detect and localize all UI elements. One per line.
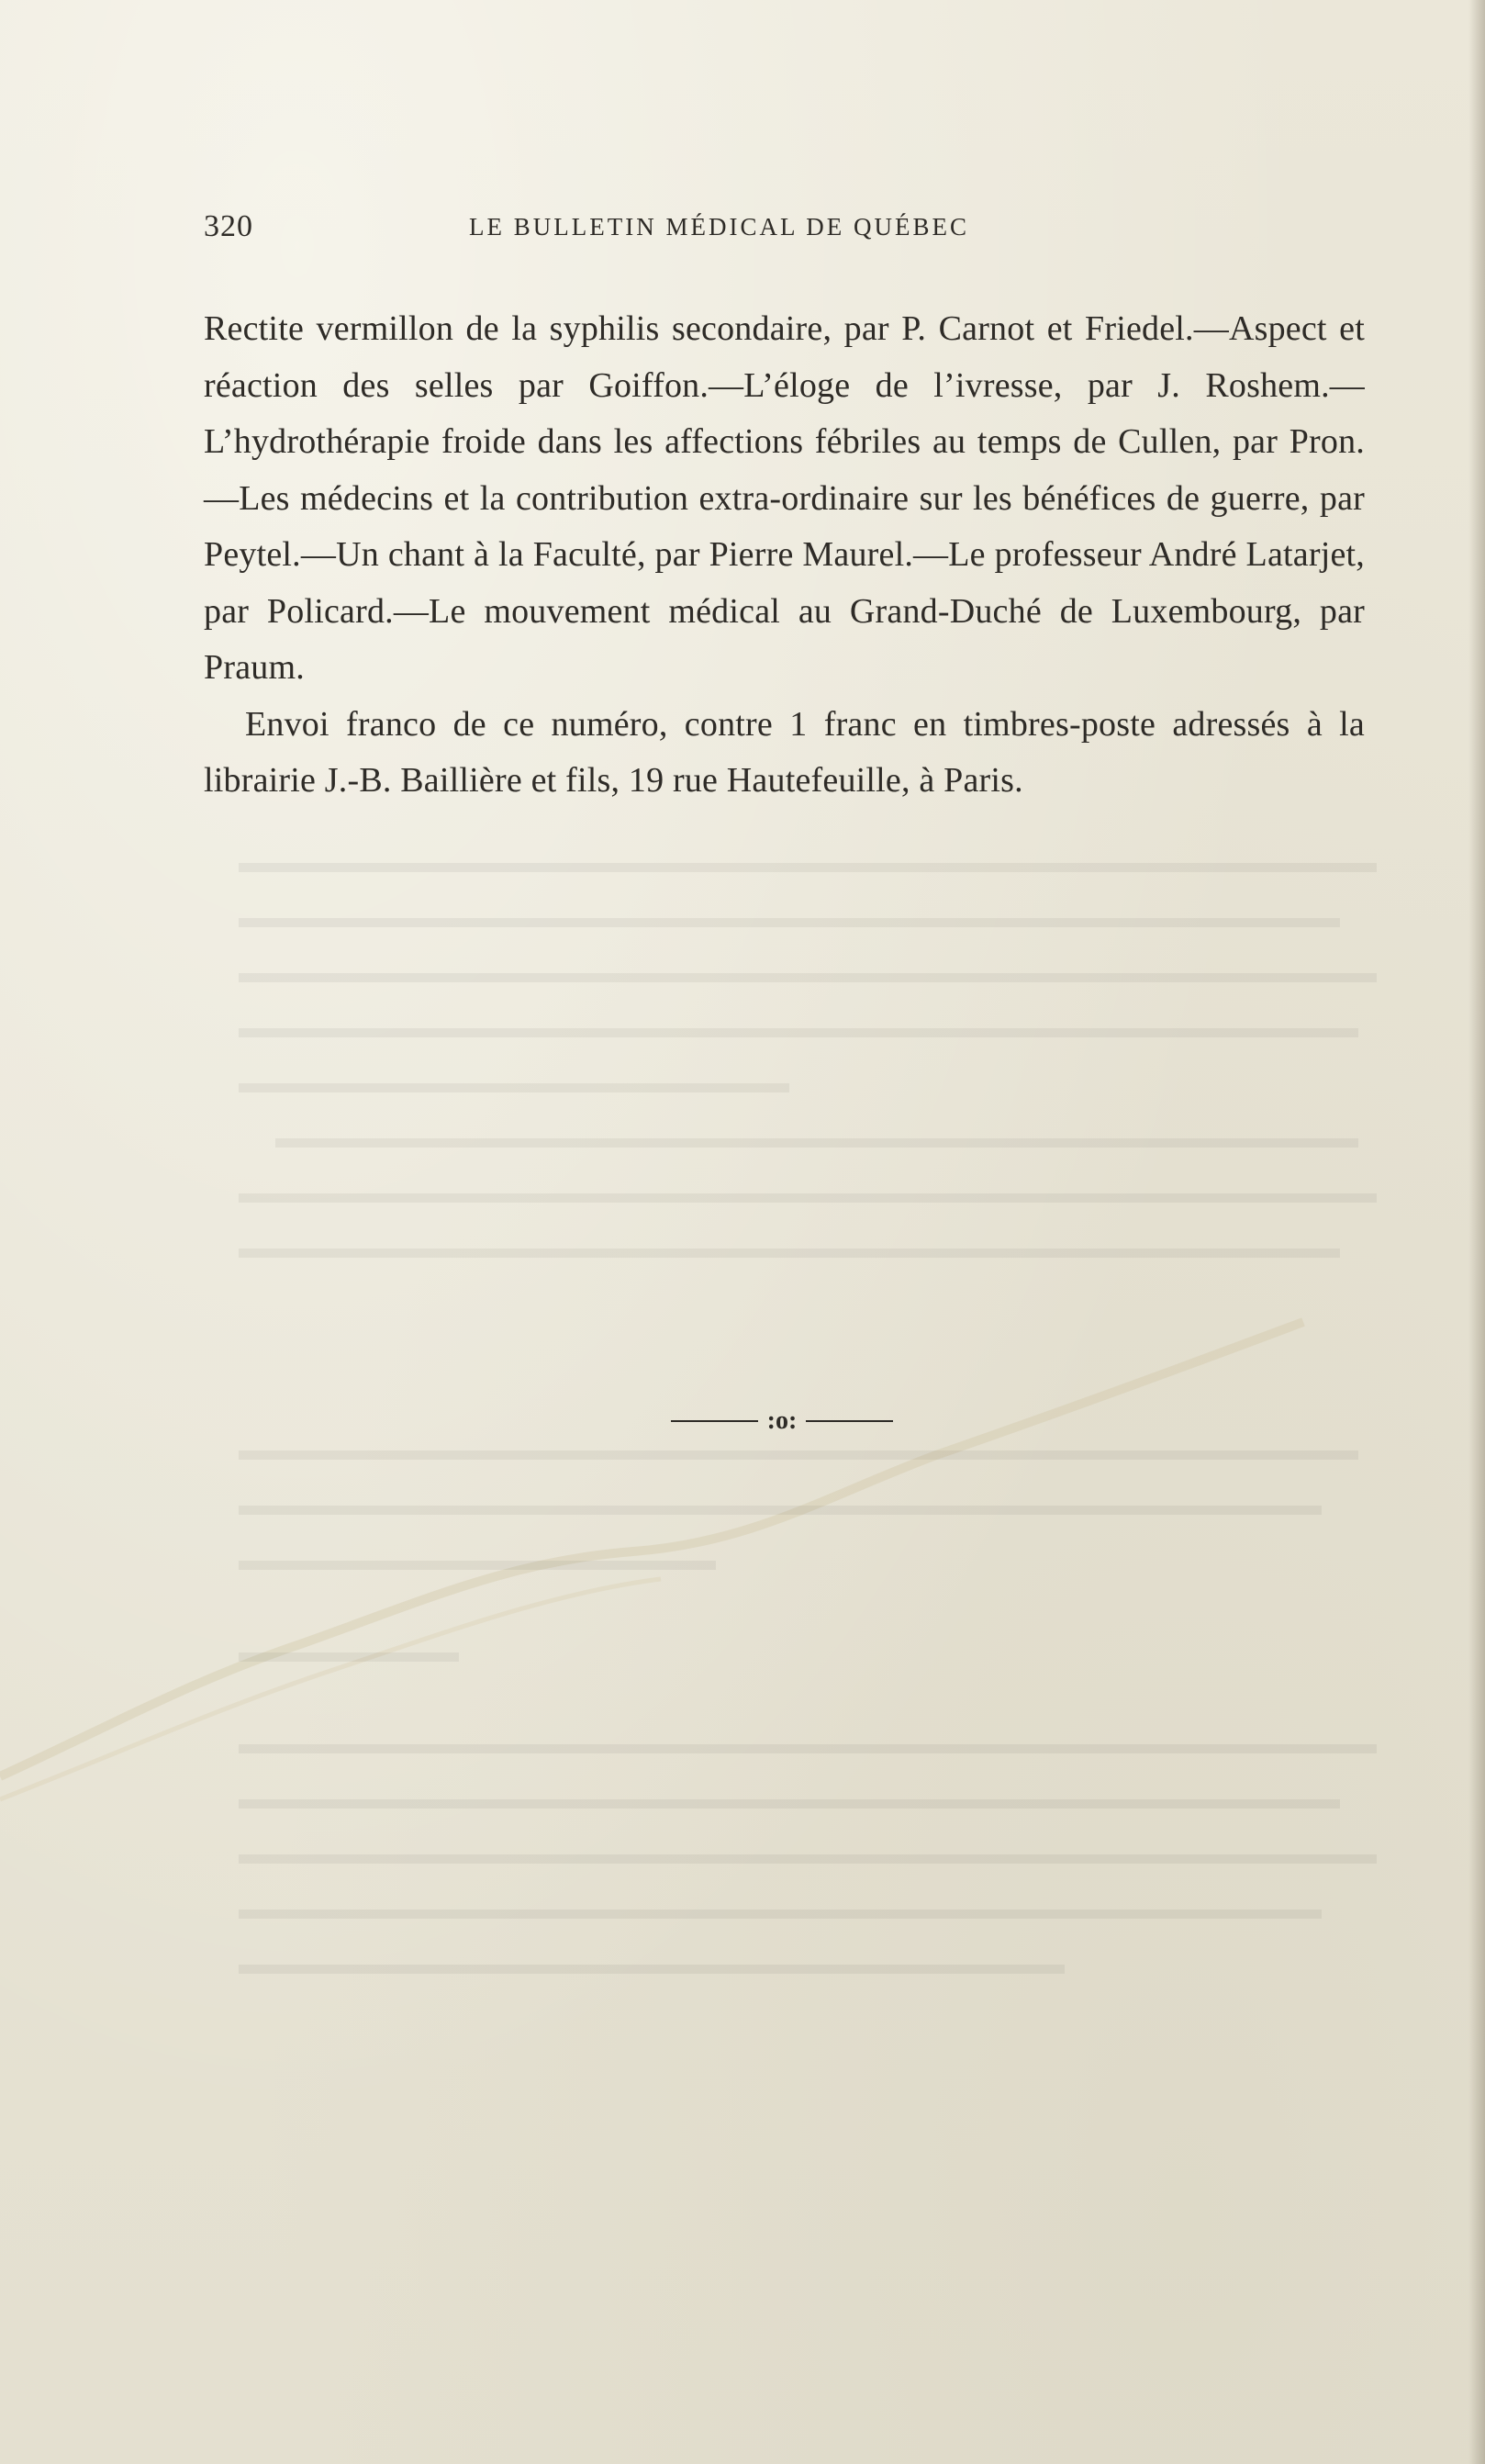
separator-rule-left xyxy=(671,1420,758,1422)
journal-title: LE BULLETIN MÉDICAL DE QUÉBEC xyxy=(469,213,969,241)
running-head xyxy=(204,204,1124,250)
separator-rule-right xyxy=(806,1420,893,1422)
separator-ornament: :o: xyxy=(766,1406,798,1435)
body-text xyxy=(204,301,1365,810)
section-separator xyxy=(668,1403,896,1439)
contents-paragraph: Rectite vermillon de la syphilis secondaire, par P. Carnot et Friedel.—Aspect et réaction des selles par Goiffon.—L’éloge de l’ivresse, par J. Roshem.—L’hydrothérapie froide dans les affections fébriles au temps de Cullen, par Pron.—Les médecins et la contribution extra-ordinaire sur les bénéfices de guerre, par Peytel.—Un chant à la Faculté, par Pierre Maurel.—Le professeur André Latarjet, par Policard.—Le mouvement médical au Grand-Duché de Luxembourg, par Praum. xyxy=(204,309,1365,687)
shipping-notice-paragraph: Envoi franco de ce numéro, contre 1 franc en timbres-poste adressés à la librairie J.-B. Baillière et fils, 19 rue Hautefeuille, à Paris. xyxy=(204,704,1365,800)
show-through-text xyxy=(239,863,1395,2148)
page-number: 320 xyxy=(204,209,253,243)
binding-edge xyxy=(1468,0,1485,2464)
